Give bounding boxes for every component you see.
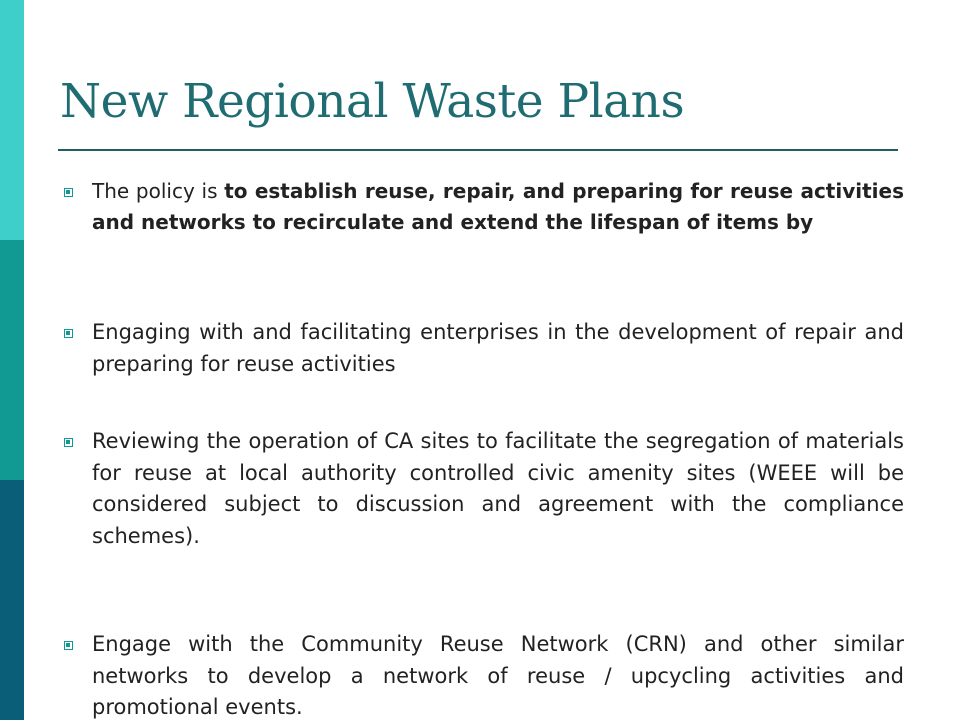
bullet-text: Reviewing the operation of CA sites to facilitate the segregation of materials for reuse at local authority controlled civic amenity sites (WEEE will be considered subject to discussion and agreement with the compliance schemes). bbox=[92, 429, 904, 548]
bullet-item-engage-crn bbox=[64, 629, 904, 724]
bullet-emphasis-text: to establish reuse, repair, and preparing for reuse activities and networks to recirculate and extend the lifespan of items by bbox=[92, 179, 904, 234]
square-bullet-icon bbox=[64, 329, 73, 338]
accent-sidebar bbox=[0, 0, 24, 720]
accent-band-mid bbox=[0, 240, 24, 480]
square-bullet-icon bbox=[64, 438, 73, 447]
title-divider bbox=[58, 149, 898, 151]
slide-title: New Regional Waste Plans bbox=[60, 74, 685, 129]
accent-band-light bbox=[0, 0, 24, 240]
bullet-text: Engage with the Community Reuse Network (CRN) and other similar networks to develop a network of reuse / upcycling activities and promotional events. bbox=[92, 632, 904, 719]
square-bullet-icon bbox=[64, 641, 73, 650]
accent-band-dark bbox=[0, 480, 24, 720]
bullet-item-reviewing bbox=[64, 426, 904, 552]
bullet-text bbox=[92, 176, 904, 238]
bullet-item-engaging bbox=[64, 317, 904, 380]
bullet-text: Engaging with and facilitating enterprises in the development of repair and preparing for reuse activities bbox=[92, 320, 904, 376]
square-bullet-icon bbox=[64, 188, 73, 197]
bullet-lead-text: The policy is bbox=[92, 179, 225, 203]
bullet-item-policy bbox=[64, 176, 904, 238]
